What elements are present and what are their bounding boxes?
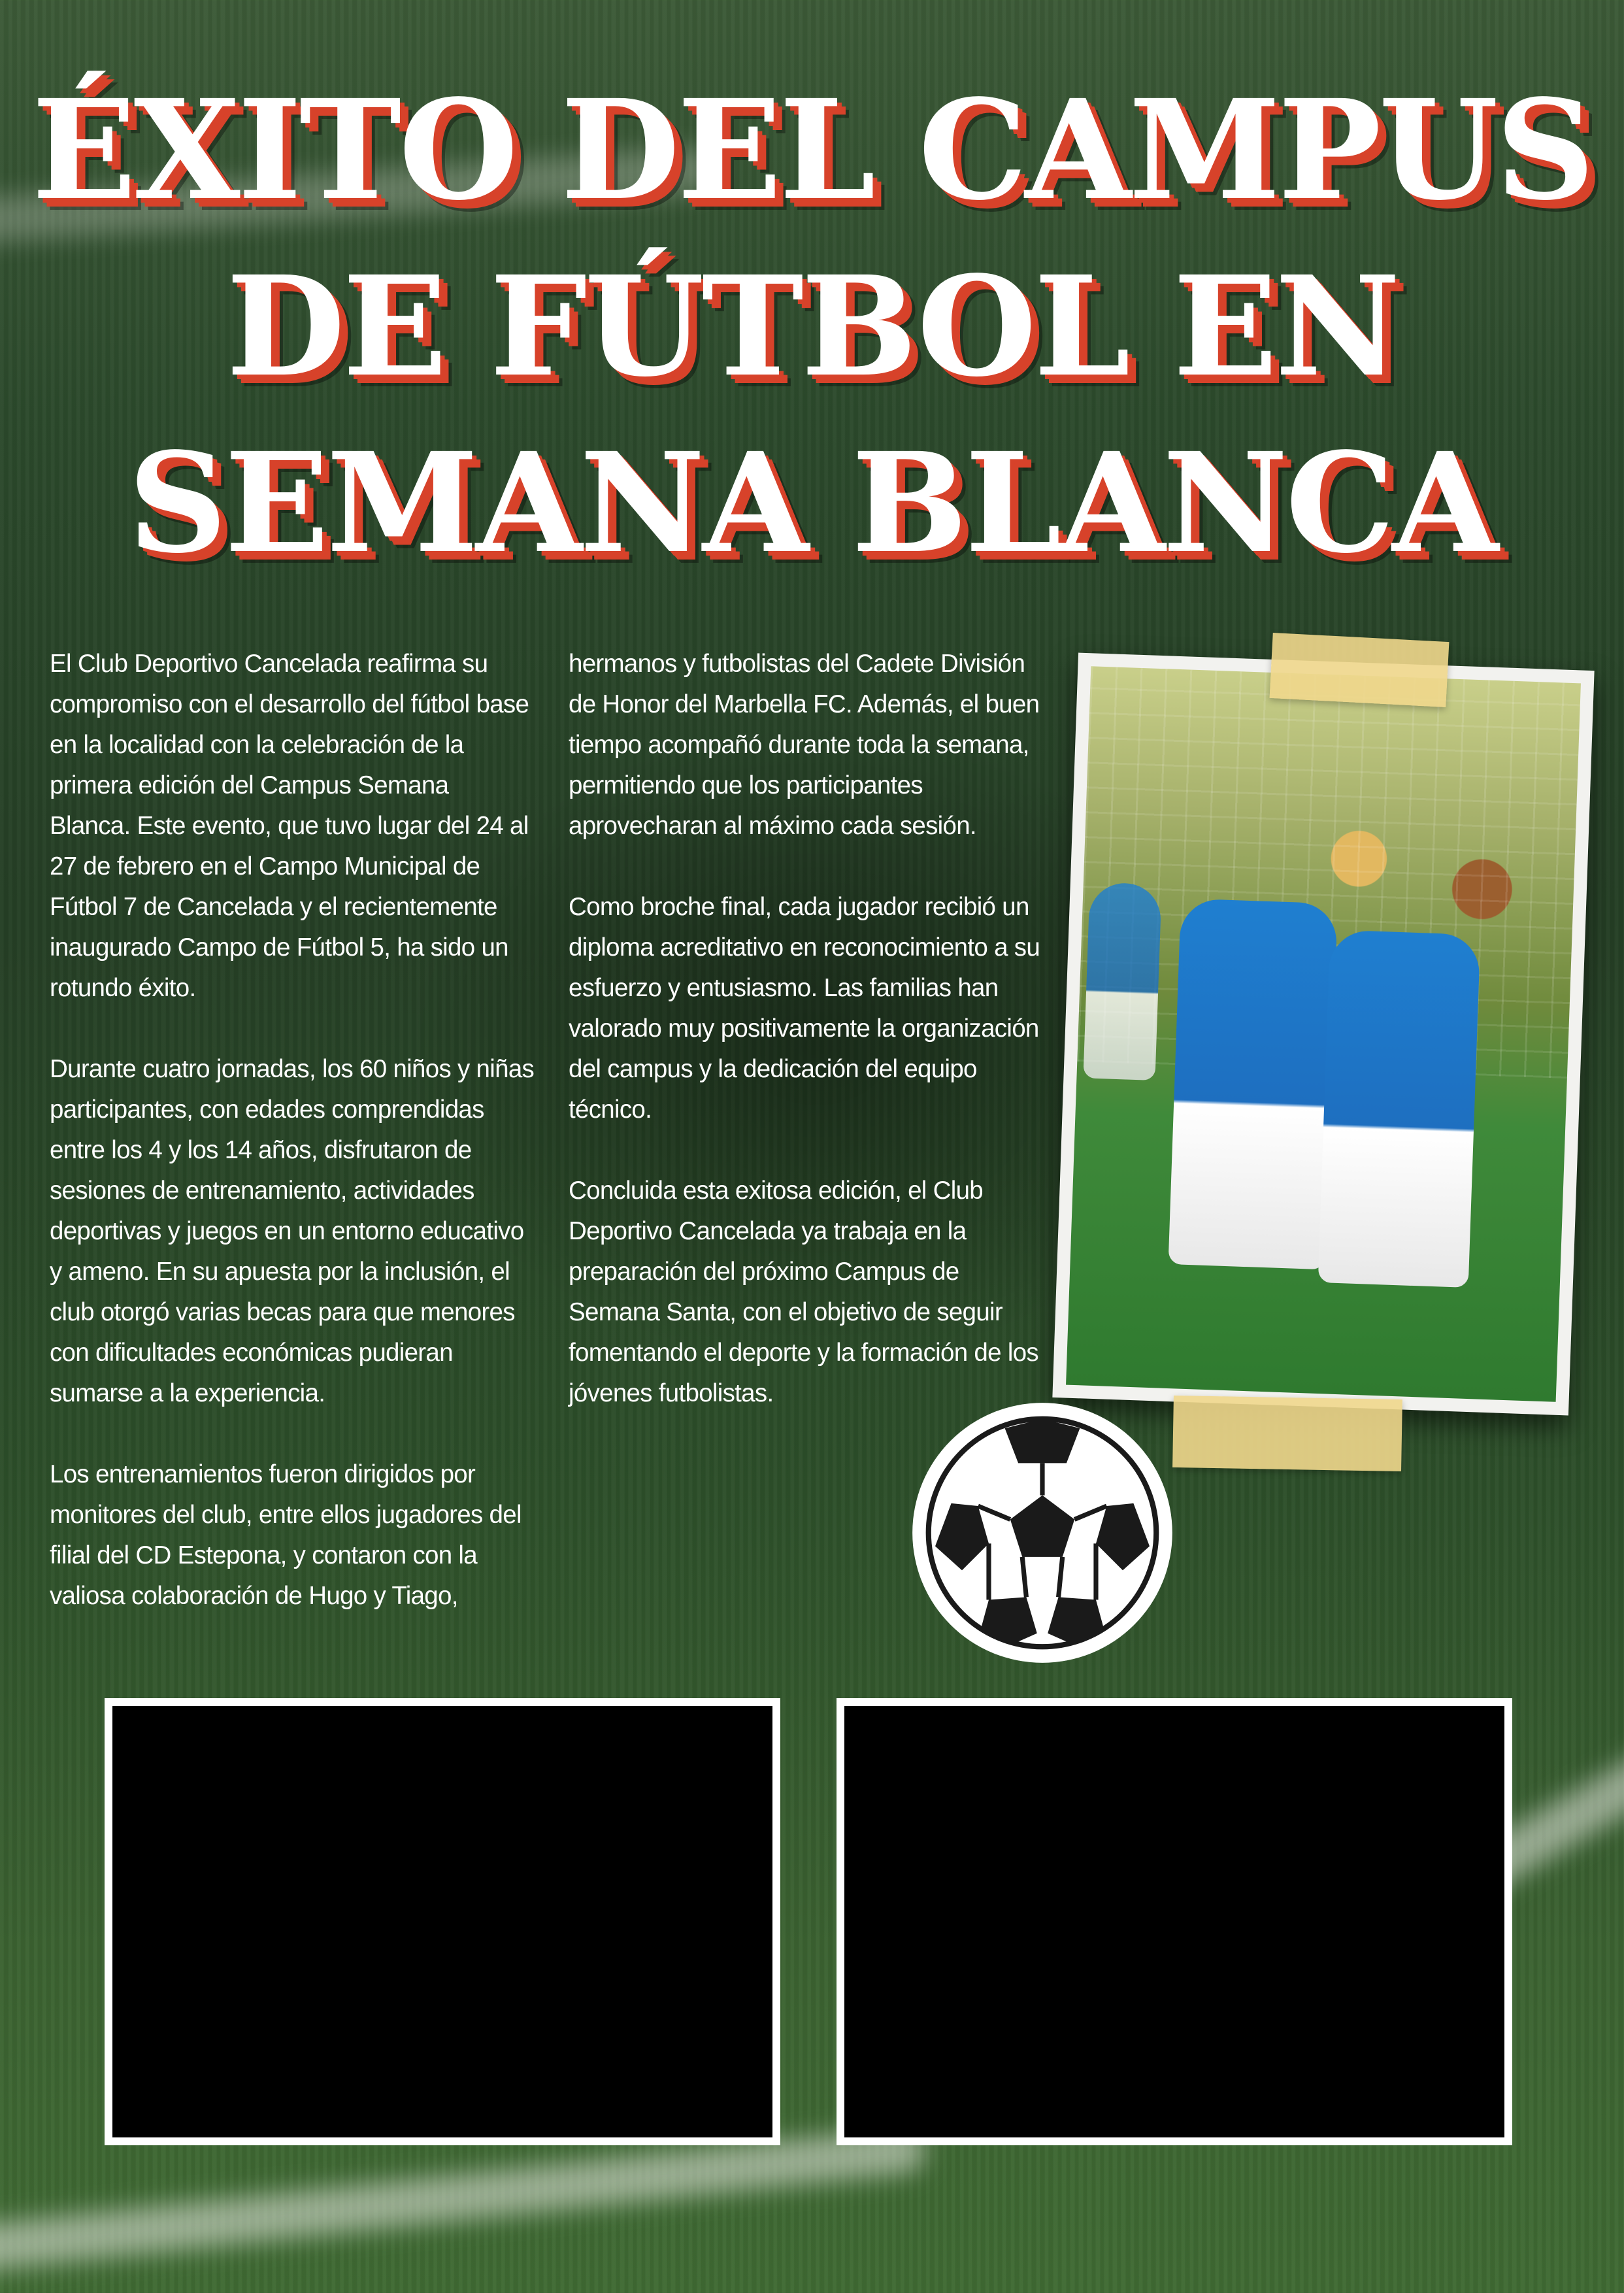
player-figure-right xyxy=(1318,929,1481,1288)
title-line-2: DE FÚTBOL EN xyxy=(226,246,1398,407)
article-title xyxy=(0,62,1624,592)
player-figure-background xyxy=(1083,882,1161,1080)
paragraph: Durante cuatro jornadas, los 60 niños y niñas participantes, con edades comprendidas entre los 4 y los 14 años, disfrutaron de sesiones de entrenamiento, actividades deportivas y juegos en un entorno educativo y ameno. En su apuesta por la inclusión, el club otorgó varias becas para que menores con dificultades económicas pudieran sumarse a la experiencia. xyxy=(50,1055,535,1407)
soccer-ball-icon xyxy=(908,1399,1176,1667)
pitch-line-bottom xyxy=(0,2126,928,2273)
players-photo-frame xyxy=(1052,653,1594,1416)
article-column-1 xyxy=(50,644,535,1616)
title-line-1: ÉXITO DEL CAMPUS xyxy=(31,69,1593,231)
tape-top xyxy=(1270,633,1450,707)
paragraph: Los entrenamientos fueron dirigidos por monitores del club, entre ellos jugadores del filial del CD Estepona, y contaron con la valiosa colaboración de Hugo y Tiago, xyxy=(50,1460,522,1610)
player-figure-left xyxy=(1168,898,1338,1269)
tape-bottom xyxy=(1172,1396,1402,1471)
paragraph: hermanos y futbolistas del Cadete División de Honor del Marbella FC. Además, el buen tiempo acompañó durante toda la semana, permitiendo que los participantes aprovecharan al máximo cada sesión. xyxy=(569,650,1040,840)
photo-placeholder-left xyxy=(105,1698,780,2145)
paragraph: El Club Deportivo Cancelada reafirma su compromiso con el desarrollo del fútbol base en la localidad con la celebración de la primera edición del Campus Semana Blanca. Este evento, que tuvo lugar del 24 al 27 de febrero en el Campo Municipal de Fútbol 7 de Cancelada y el recientemente inaugurado Campo de Fútbol 5, ha sido un rotundo éxito. xyxy=(50,650,529,1002)
article-column-2 xyxy=(569,644,1052,1414)
players-photo xyxy=(1066,666,1581,1402)
paragraph: Como broche final, cada jugador recibió un diploma acreditativo en reconocimiento a su esfuerzo y entusiasmo. Las familias han valorado muy positivamente la organización del campus y la dedicación del equipo técnico. xyxy=(569,893,1040,1124)
paragraph: Concluida esta exitosa edición, el Club Deportivo Cancelada ya trabaja en la preparación del próximo Campus de Semana Santa, con el objetivo de seguir fomentando el deporte y la formación de los jóvenes futbolistas. xyxy=(569,1177,1038,1407)
photo-placeholder-right xyxy=(837,1698,1512,2145)
title-line-3: SEMANA BLANCA xyxy=(127,422,1497,584)
